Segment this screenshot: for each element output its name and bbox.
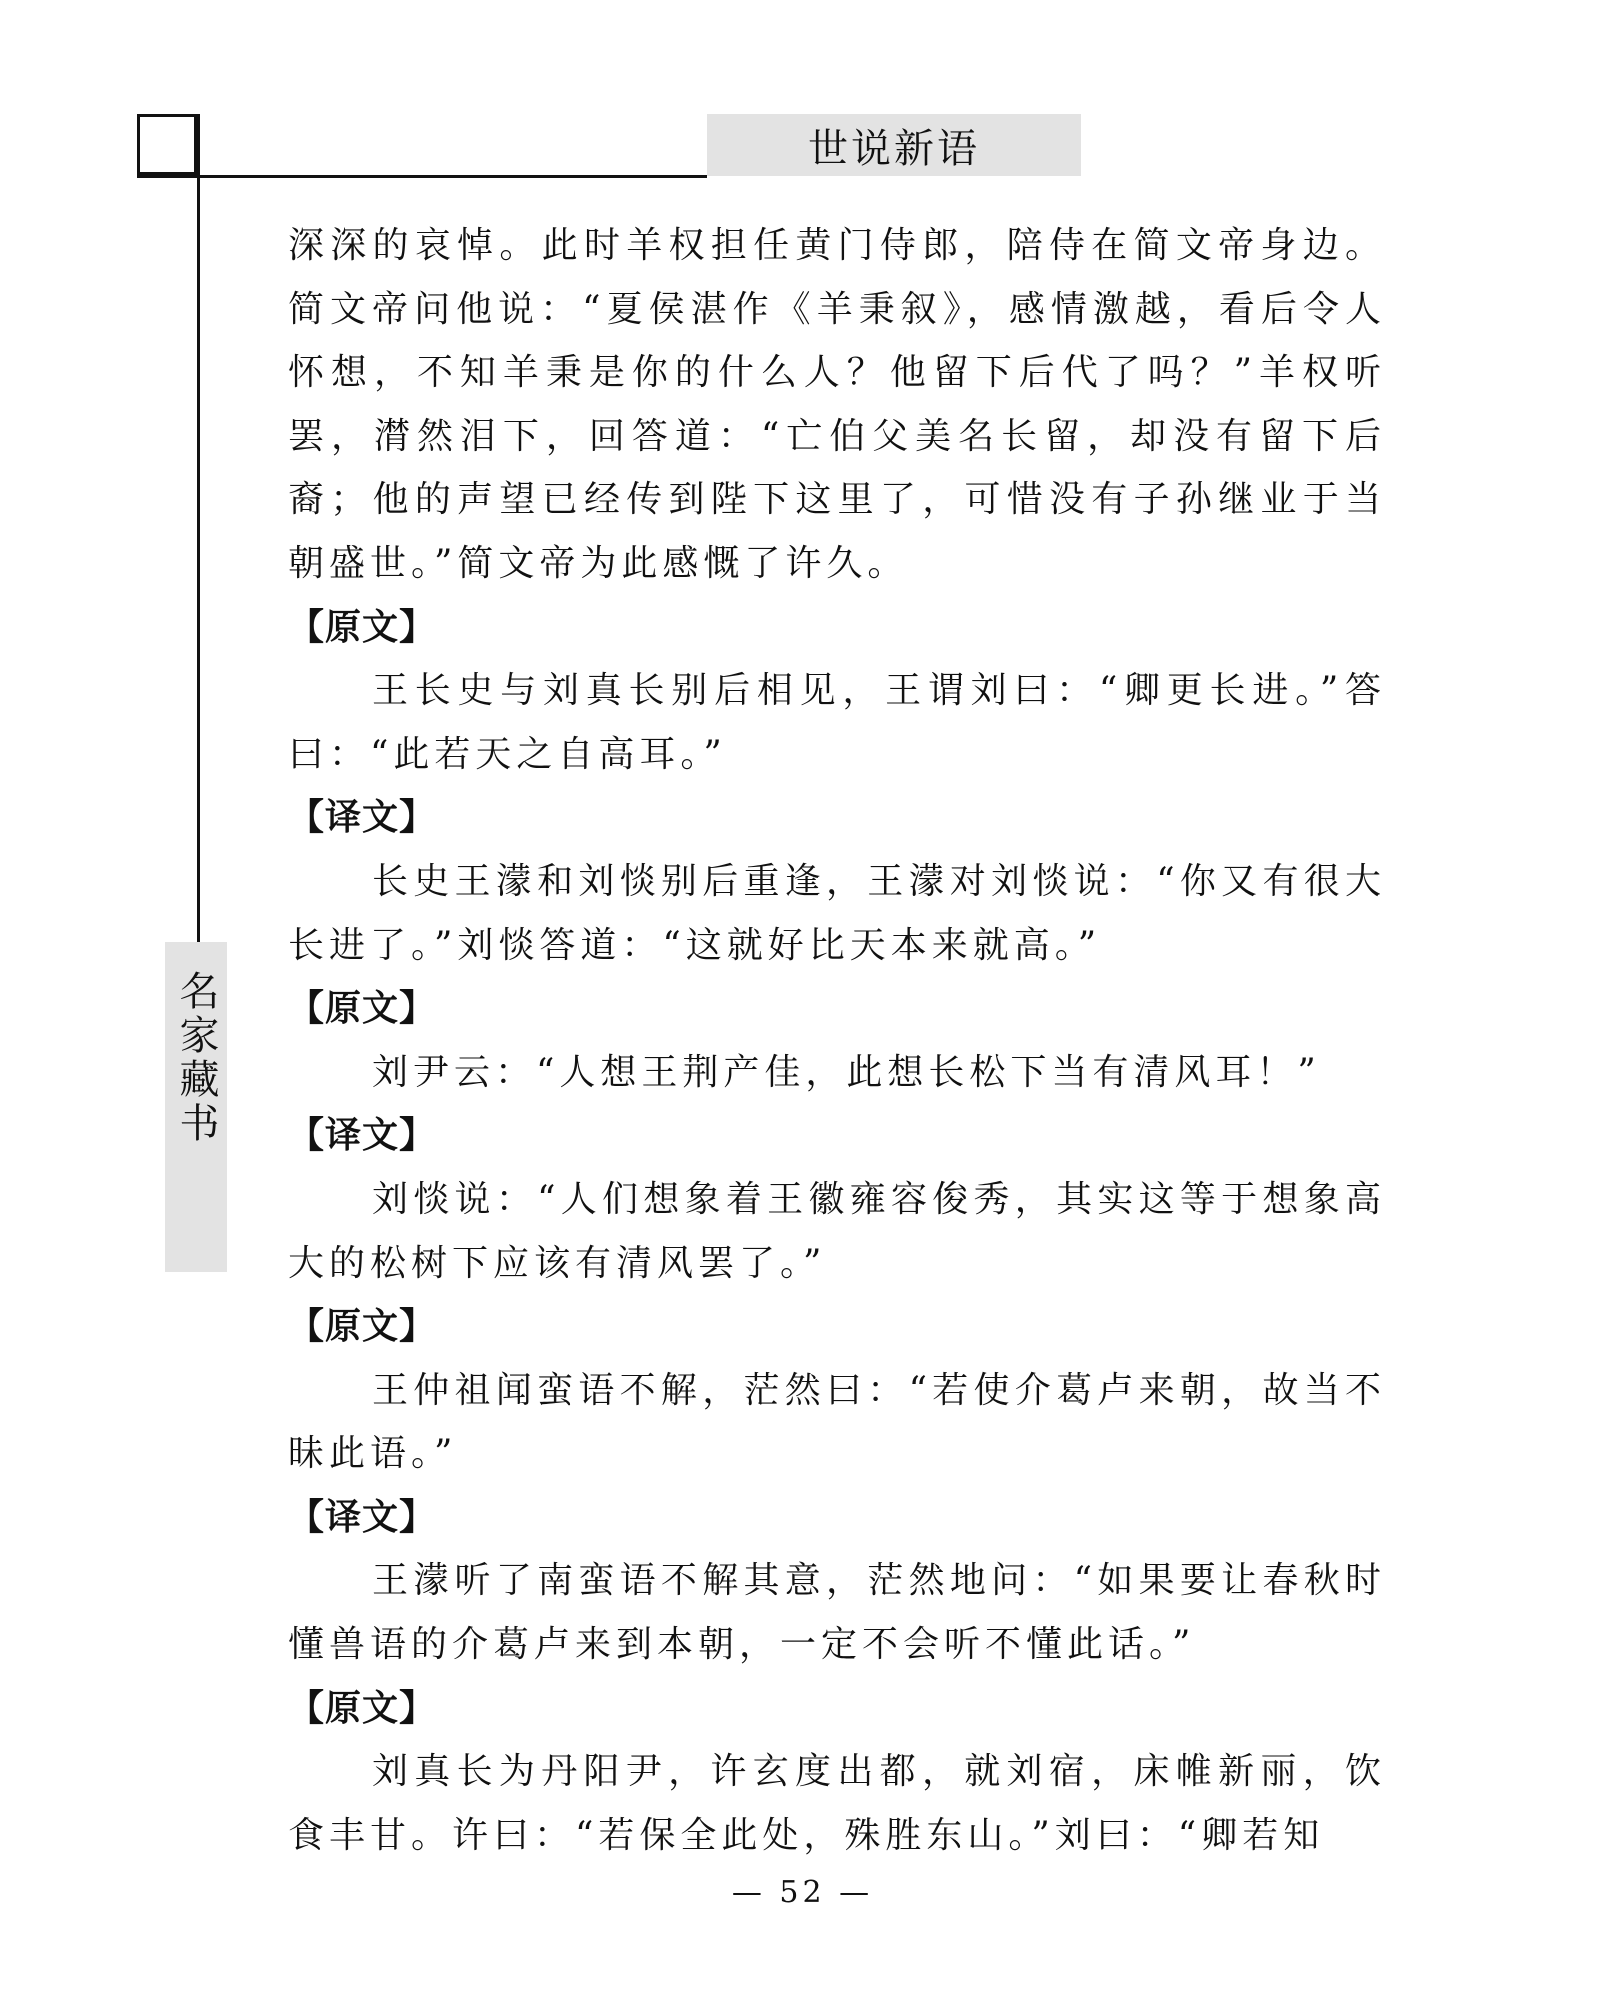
page-number: — 52 — — [731, 1875, 874, 1910]
side-tab — [165, 942, 227, 1272]
section-heading-original: 【原文】 — [288, 606, 437, 648]
section-heading-original: 【原文】 — [288, 988, 437, 1030]
paragraph: 王濛听了南蛮语不解其意，茫然地问：“如果要让春秋时懂兽语的介葛卢来到本朝，一定不会听不懂此话。” — [288, 1560, 1386, 1666]
section-heading-original: 【原文】 — [288, 1306, 437, 1348]
paragraph: 刘惔说：“人们想象着王徽雍容俊秀，其实这等于想象高大的松树下应该有清风罢了。” — [288, 1178, 1386, 1284]
page-body — [288, 214, 1386, 1867]
section-heading-translation: 【译文】 — [288, 1496, 437, 1538]
running-header — [707, 114, 1081, 176]
paragraph: 王仲祖闻蛮语不解，茫然曰：“若使介葛卢来朝，故当不昧此语。” — [288, 1369, 1386, 1475]
section-heading-translation: 【译文】 — [288, 797, 437, 839]
side-tab-label: 名家藏书 — [173, 970, 219, 1146]
left-vertical-rule — [197, 114, 200, 942]
book-title: 世说新语 — [808, 125, 980, 172]
paragraph: 深深的哀悼。此时羊权担任黄门侍郎，陪侍在简文帝身边。简文帝问他说：“夏侯湛作《羊秉叙》，感情激越，看后令人怀想，不知羊秉是你的什么人？他留下后代了吗？”羊权听罢，潸然泪下，回答道：“亡伯父美名长留，却没有留下后裔；他的声望已经传到陛下这里了，可惜没有子孙继业于当朝盛世。”简文帝为此感慨了许久。 — [288, 225, 1386, 584]
section-heading-translation: 【译文】 — [288, 1115, 437, 1157]
paragraph: 长史王濛和刘惔别后重逢，王濛对刘惔说：“你又有很大长进了。”刘惔答道：“这就好比天本来就高。” — [288, 860, 1386, 966]
paragraph: 刘尹云：“人想王荆产佳，此想长松下当有清风耳！” — [372, 1051, 1321, 1093]
header-horizontal-rule — [137, 175, 707, 178]
section-heading-original: 【原文】 — [288, 1687, 437, 1729]
paragraph: 王长史与刘真长别后相见，王谓刘曰：“卿更长进。”答曰：“此若天之自高耳。” — [288, 670, 1386, 775]
corner-frame-box — [137, 114, 197, 175]
paragraph: 刘真长为丹阳尹，许玄度出都，就刘宿，床帷新丽，饮食丰甘。许曰：“若保全此处，殊胜东山。”刘曰：“卿若知 — [288, 1751, 1386, 1856]
